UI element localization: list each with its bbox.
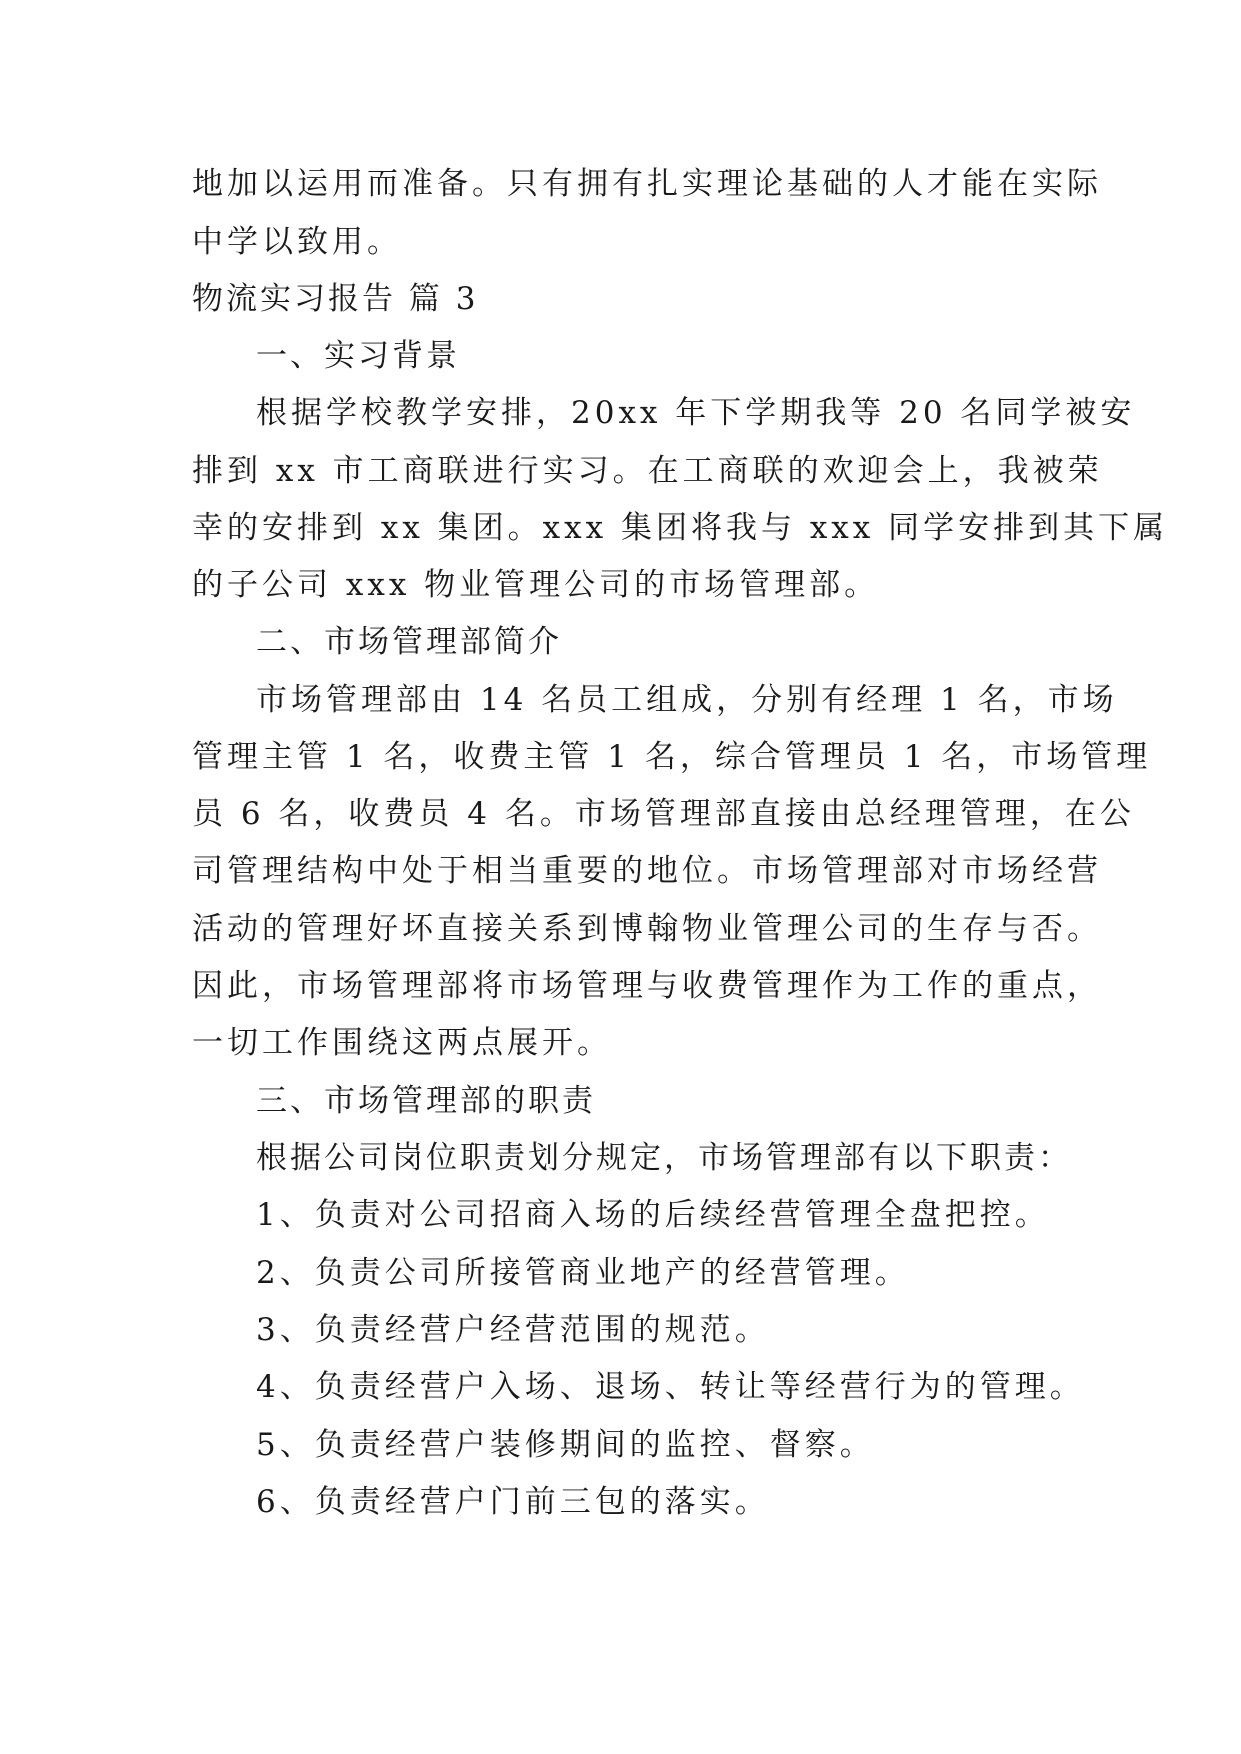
section2-paragraph-line: 活动的管理好坏直接关系到博翰物业管理公司的生存与否。 (192, 911, 1102, 947)
duty-item: 6、负责经营户门前三包的落实。 (256, 1484, 770, 1520)
continuation-line-1: 地加以运用而准备。只有拥有扎实理论基础的人才能在实际 (192, 166, 1102, 202)
duty-item: 1、负责对公司招商入场的后续经营管理全盘把控。 (256, 1197, 1050, 1233)
section1-paragraph-line: 根据学校教学安排，20xx 年下学期我等 20 名同学被安 (256, 395, 1136, 431)
section1-paragraph-line: 幸的安排到 xx 集团。xxx 集团将我与 xxx 同学安排到其下属 (192, 510, 1169, 546)
section3-intro: 根据公司岗位职责划分规定，市场管理部有以下职责： (256, 1140, 1072, 1176)
report-title: 物流实习报告 篇 3 (192, 281, 479, 317)
section2-paragraph-line: 司管理结构中处于相当重要的地位。市场管理部对市场经营 (192, 853, 1102, 889)
section2-heading: 二、市场管理部简介 (256, 624, 562, 660)
continuation-line-2: 中学以致用。 (192, 224, 402, 260)
section2-paragraph-line: 员 6 名，收费员 4 名。市场管理部直接由总经理管理，在公 (192, 796, 1135, 832)
section2-paragraph-line: 管理主管 1 名，收费主管 1 名，综合管理员 1 名，市场管理 (192, 739, 1152, 775)
section2-paragraph-line: 因此，市场管理部将市场管理与收费管理作为工作的重点， (192, 968, 1102, 1004)
duty-item: 3、负责经营户经营范围的规范。 (256, 1312, 770, 1348)
section2-paragraph-line: 一切工作围绕这两点展开。 (192, 1025, 612, 1061)
section3-heading: 三、市场管理部的职责 (256, 1083, 596, 1119)
section1-paragraph-line: 的子公司 xxx 物业管理公司的市场管理部。 (192, 567, 880, 603)
duty-item: 5、负责经营户装修期间的监控、督察。 (256, 1427, 875, 1463)
duty-item: 4、负责经营户入场、退场、转让等经营行为的管理。 (256, 1369, 1085, 1405)
section1-paragraph-line: 排到 xx 市工商联进行实习。在工商联的欢迎会上，我被荣 (192, 453, 1103, 489)
duty-item: 2、负责公司所接管商业地产的经营管理。 (256, 1255, 910, 1291)
section1-heading: 一、实习背景 (256, 338, 460, 374)
section2-paragraph-line: 市场管理部由 14 名员工组成，分别有经理 1 名，市场 (256, 682, 1118, 718)
